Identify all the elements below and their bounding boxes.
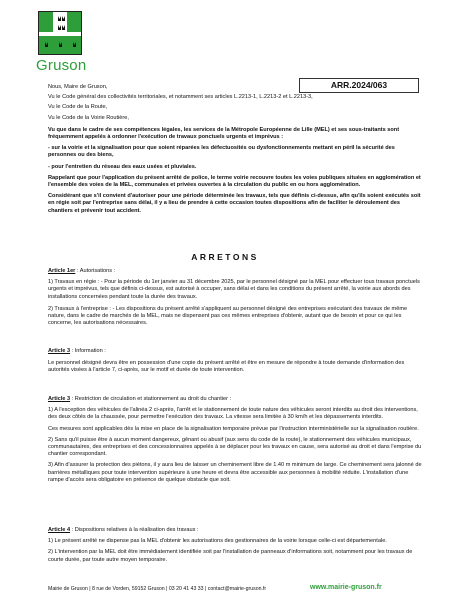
vu-line: Vu le Code de la Route, [48,104,108,111]
vu-line: Vu le Code général des collectivités territoriales, et notamment ses articles L.2213-1, L.2213-2 et L.2213-3, [48,94,313,101]
logo-wordmark: Gruson [36,57,87,74]
reference-number: ARR.2024/063 [299,78,419,93]
footer-address: Mairie de Gruson | 8 rue de Vorden, 59152 Gruson | 03 20 41 43 33 | contact@mairie-gruson.fr [48,586,267,592]
article-paragraph: 2) Sans qu'il puisse être à aucun moment dangereux, gênant ou abusif (aux sens du code de la route), le stationnement des véhicules municipaux, communautaires, des entreprises et des concessionnaires appelés à se déplacer pour les travaux en cause, sera autorisé au droit et dans l'emprise du chantier correspondant. [48,436,422,458]
article-subtitle: : Dispositions relatives à la réalisation des travaux : [70,527,199,533]
article-paragraph: 1) A l'exception des véhicules de l'alinéa 2 ci-après, l'arrêt et le stationnement de toute nature des véhicules seront interdits au droit des interventions, des deux côtés de la chaussée, pour permettre l'exécution des travaux. La vitesse sera limitée à 30 km/h et les dépassements interdits. [48,407,418,421]
vu-line: Vu le Code de la Voirie Routière, [48,114,129,121]
article-restriction [48,396,423,484]
article-subtitle: : Restriction de circulation et stationnement au droit du chantier : [70,396,232,402]
footer-website-link[interactable]: www.mairie-gruson.fr [310,584,382,591]
article-paragraph: 1) Le présent arrêté ne dispense pas la MEL d'obtenir les autorisations des gestionnaires de la voirie lorsque celle-ci est départementale. [48,538,387,545]
article-subtitle: : Autorisations : [75,268,116,274]
article-paragraph: Ces mesures sont applicables dès la mise en place de la signalisation temporaire prévue par l'instruction interministérielle sur la signalisation routière. [48,425,419,432]
intro-paragraph: Vu que dans le cadre de ses compétences légales, les services de la Métropole Européenne de Lille (MEL) et ses sous-traitants sont fréquemment appelés à ordonner l'exécution de travaux ponctuels urgents et imprévus : [48,126,400,141]
intro-paragraph: - sur la voirie et la signalisation pour que soient réparées les défectuosités ou dysfonctionnements mettant en péril la sécurité des personnes ou des biens, [48,145,395,159]
article-paragraph: Le personnel désigné devra être en possession d'une copie du présent arrêté et être en mesure de répondre à toute demande d'information des autorités visées à l'article 7, ci-après, sur le motif et durée de toute intervention. [48,360,405,374]
article-information [48,348,423,375]
arretons-heading: ARRETONS [191,252,259,262]
article-title: Article 3 [48,348,71,354]
article-paragraph: 3) Afin d'assurer la protection des piétons, il y aura lieu de laisser un cheminement libre de 1.40 m minimum de large. Ce cheminement sera jalonné de barrières métalliques pour toute intervention supérieure à une heure et devra être accessible aux personnes à mobilité réduite. L'installation d'une rampe d'accès sera obligatoire en présence de quelque obstacle que soit. [48,462,422,483]
intro-line: Nous, Maire de Gruson, [48,84,108,90]
ermine-flag-icon [39,12,82,55]
article-1 [48,268,423,327]
article-subtitle: : Information : [70,348,106,354]
article-title: Article 3 [48,396,71,402]
article-title: Article 1er [48,268,76,274]
intro-paragraph: - pour l'entretien du réseau des eaux usées et pluviales. [48,163,197,170]
article-paragraph: 2) L'intervention par la MEL doit être immédiatement identifiée soit par l'installation de panneaux d'informations soit, notamment pour les travaux de courte durée, par toute autre moyen temporaire. [48,549,413,563]
article-paragraph: 1) Travaux en régie : - Pour la période du 1er janvier au 31 décembre 2025, par le personnel désigné par la MEL pour effectuer tous travaux ponctuels urgents et imprévus, tels que définis ci-dessus, est autorisé à occuper, sans délai et dans les conditions du présent arrêté, la voirie aux abords des installations concernées pendant toute la durée des travaux. [48,279,420,300]
intro-section [48,84,423,215]
intro-paragraph: Considérant que s'il convient d'autoriser pour une période déterminée les travaux, tels que définis ci-dessus, afin qu'ils soient exécutés soit en régie soit par l'entreprise sans délai, il y a lieu de prendre à cette occasion toutes dispositions afin de faciliter le déroulement des chantiers et prévenir tout accident. [48,193,421,214]
article-4 [48,527,423,564]
article-paragraph: 2) Travaux à l'entreprise : - Les dispositions du présent arrêté s'appliquent au personnel désigné des entreprises exécutant des travaux de même nature, dans le cadre de marchés de la MEL, mais ne dispensent pas ces mêmes entreprises d'obtenir, autant que de besoin et pour ce qui les concerne, les autorisations nécessaires. [48,305,408,327]
gruson-logo-icon [38,11,82,55]
page-footer [48,586,428,592]
intro-paragraph: Rappelant que pour l'application du présent arrêté de police, le terme voirie recouvre toutes les voies publiques situées en agglomération et l'ensemble des voies de la MEL, communales et privées ouvertes à la circulation du public en ou hors agglomération. [48,174,421,189]
article-title: Article 4 [48,527,71,533]
